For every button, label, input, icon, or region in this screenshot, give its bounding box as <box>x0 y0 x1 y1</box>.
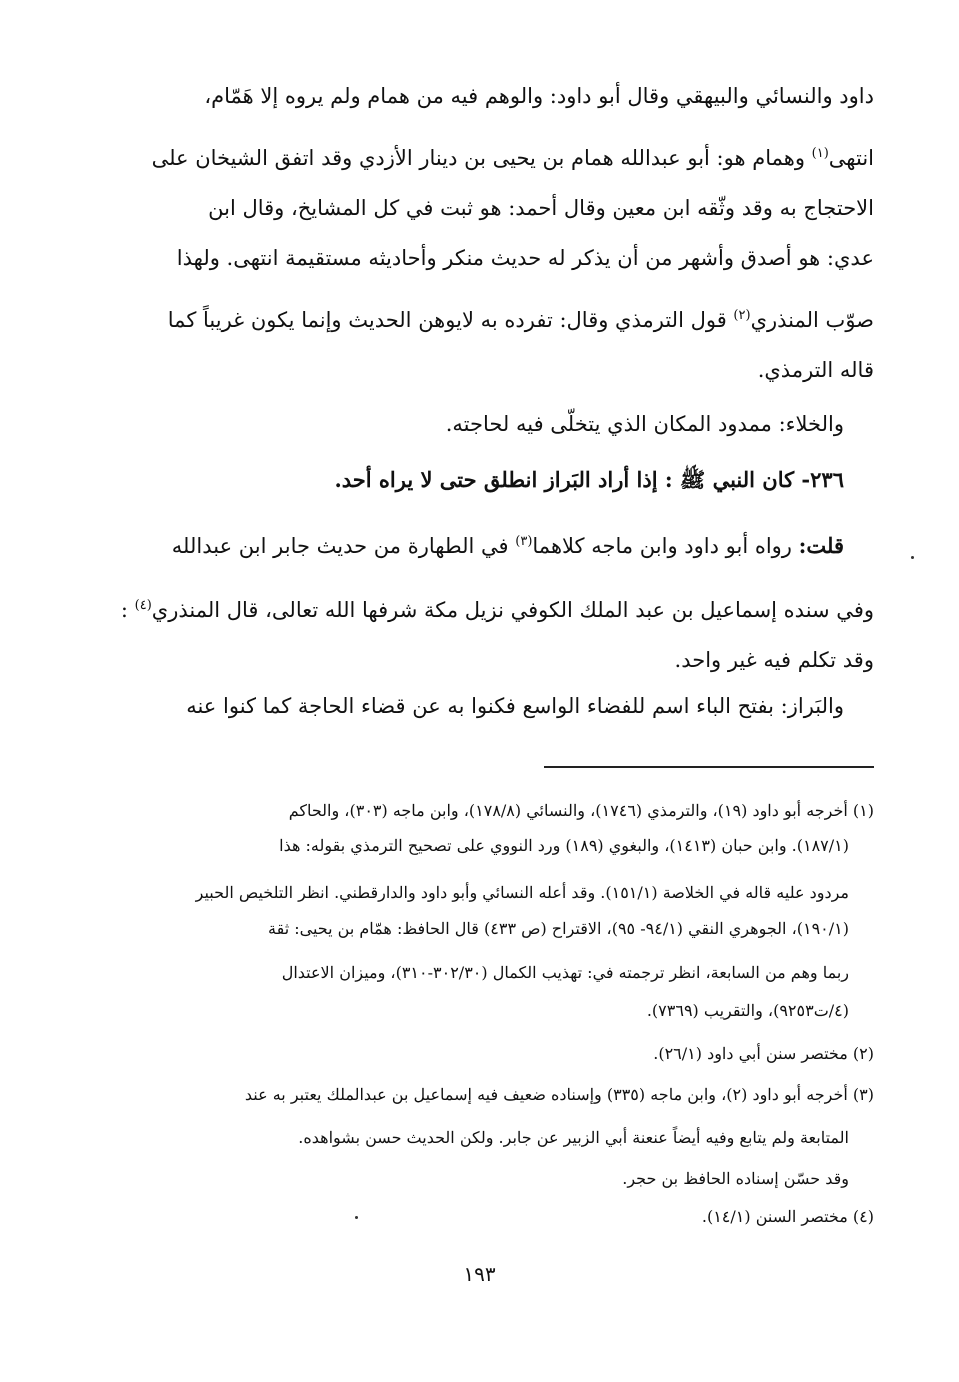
footnote-3-line-2 <box>298 1127 849 1149</box>
body-line-10 <box>675 646 874 674</box>
footnote-3-line-2-text: المتابعة ولم يتابع وفيه أيضاً عنعنة أبي الزبير عن جابر. ولكن الحديث حسن بشواهده. <box>298 1128 849 1147</box>
body-line-4 <box>177 244 874 272</box>
body-line-1 <box>204 82 874 110</box>
footnote-2 <box>653 1043 874 1065</box>
body-line-5-text-a: صوّب المنذري <box>750 308 874 332</box>
scan-speck <box>355 1216 358 1219</box>
footnote-1-line-2 <box>279 835 849 857</box>
page-number: ١٩٣ <box>463 1262 496 1286</box>
footnote-3-line-3 <box>622 1168 849 1190</box>
footnote-ref-3[interactable]: (٣) <box>515 534 533 549</box>
footnote-1-line-4 <box>268 918 849 940</box>
body-line-5 <box>168 306 874 334</box>
footnote-1-line-5 <box>282 962 849 984</box>
body-line-9-text-a: وفي سنده إسماعيل بن عبد الملك الكوفي نزيل مكة شرفها الله تعالى، قال المنذري <box>151 598 874 622</box>
body-line-8-text-b: في الطهارة من حديث جابر ابن عبدالله <box>171 534 516 558</box>
footnote-4-text: (٤) مختصر السنن (١٤/١). <box>701 1207 874 1226</box>
body-line-11-text: والبَراز: بفتح الباء اسم للفضاء الواسع فكنوا به عن قضاء الحاجة كما كنوا عنه <box>186 694 844 718</box>
body-line-4-text: عدي: هو أصدق وأشهر من أن يذكر له حديث منكر وأحاديثه مستقيمة انتهى. ولهذا <box>176 246 874 270</box>
footnote-1-line-5-text: ربما وهم من السابعة، انظر ترجمته في: تهذيب الكمال (٣٠٢/٣٠-٣١٠)، وميزان الاعتدال <box>281 963 849 982</box>
body-line-1-text: داود والنسائي والبيهقي وقال أبو داود: والوهم فيه من همام ولم يروه إلا هَمّام، <box>204 84 874 108</box>
footnote-3-line-3-text: وقد حسّن إسناده الحافظ بن حجر. <box>622 1169 849 1188</box>
footnote-1-line-1 <box>289 800 874 822</box>
footnote-1-line-4-text: (١٩٠/١)، الجوهري النقي (٩٤/١- ٩٥)، الاقتراح (ص ٤٣٣) قال الحافظ: همّام بن يحيى: ثقة <box>268 919 849 938</box>
body-line-11 <box>186 692 844 720</box>
body-line-9-text-b: : <box>120 598 135 622</box>
body-line-8 <box>172 532 844 560</box>
hadith-heading <box>334 466 844 494</box>
body-line-10-text: وقد تكلم فيه غير واحد. <box>674 648 874 672</box>
footnote-1-line-3 <box>196 882 849 904</box>
footnote-1-line-1-text: (١) أخرجه أبو داود (١٩)، والترمذي (١٧٤٦)، والنسائي (١٧٨/٨)، وابن ماجه (٣٠٣)، والحاكم <box>288 801 874 820</box>
footnote-ref-4[interactable]: (٤) <box>134 598 152 613</box>
body-line-3 <box>208 194 874 222</box>
footnote-ref-2[interactable]: (٢) <box>733 308 751 323</box>
body-line-6 <box>758 356 874 384</box>
footnote-3-line-1 <box>245 1084 874 1106</box>
footnote-2-text: (٢) مختصر سنن أبي داود (٢٦/١). <box>653 1044 874 1063</box>
footnote-4 <box>702 1206 874 1228</box>
hadith-heading-text: ٢٣٦- كان النبي ﷺ : إذا أراد البَراز انطلق حتى لا يراه أحد. <box>334 467 844 492</box>
body-line-8-text-a: رواه أبو داود وابن ماجه كلاهما <box>532 534 799 558</box>
body-line-3-text: الاحتجاج به وقد وثّقه ابن معين وقال أحمد: هو ثبت في كل المشايخ، وقال ابن <box>208 196 874 220</box>
footnote-1-line-6 <box>647 1000 849 1022</box>
body-line-9 <box>121 596 874 624</box>
footnote-3-line-1-text: (٣) أخرجه أبو داود (٢)، وابن ماجه (٣٣٥) وإسناده ضعيف فيه إسماعيل بن عبدالملك يعتبر به عند <box>244 1085 874 1104</box>
scan-speck <box>911 556 914 559</box>
body-line-7-text: والخلاء: ممدود المكان الذي يتخلّى فيه لحاجته. <box>445 412 844 436</box>
body-line-2-text-b: وهمام هو: أبو عبدالله همام بن يحيى بن دينار الأزدي وقد اتفق الشيخان على <box>151 146 812 170</box>
footnote-ref-1[interactable]: (١) <box>811 146 829 161</box>
body-line-7 <box>446 410 844 438</box>
body-line-5-text-b: قول الترمذي وقال: تفرده به لايوهن الحديث وإنما يكون غريباً كما <box>167 308 734 332</box>
footnote-1-line-6-text: (٤/ت٩٢٥٣)، والتقريب (٧٣٦٩). <box>646 1001 849 1020</box>
footnote-1-line-3-text: مردود عليه قاله في الخلاصة (١٥١/١). وقد أعله النسائي وأبو داود والدارقطني. انظر التلخيص الحبير <box>195 883 849 902</box>
body-line-2 <box>152 144 874 172</box>
footnote-separator <box>544 766 874 768</box>
footnote-1-line-2-text: (١٨٧/١). وابن حبان (١٤١٣)، والبغوي (١٨٩) ورد النووي على تصحيح الترمذي بقوله: هذا <box>279 836 849 855</box>
body-line-6-text: قاله الترمذي. <box>757 358 874 382</box>
qultu-label: قلت: <box>798 533 844 558</box>
body-line-2-text-a: انتهى <box>828 146 874 170</box>
